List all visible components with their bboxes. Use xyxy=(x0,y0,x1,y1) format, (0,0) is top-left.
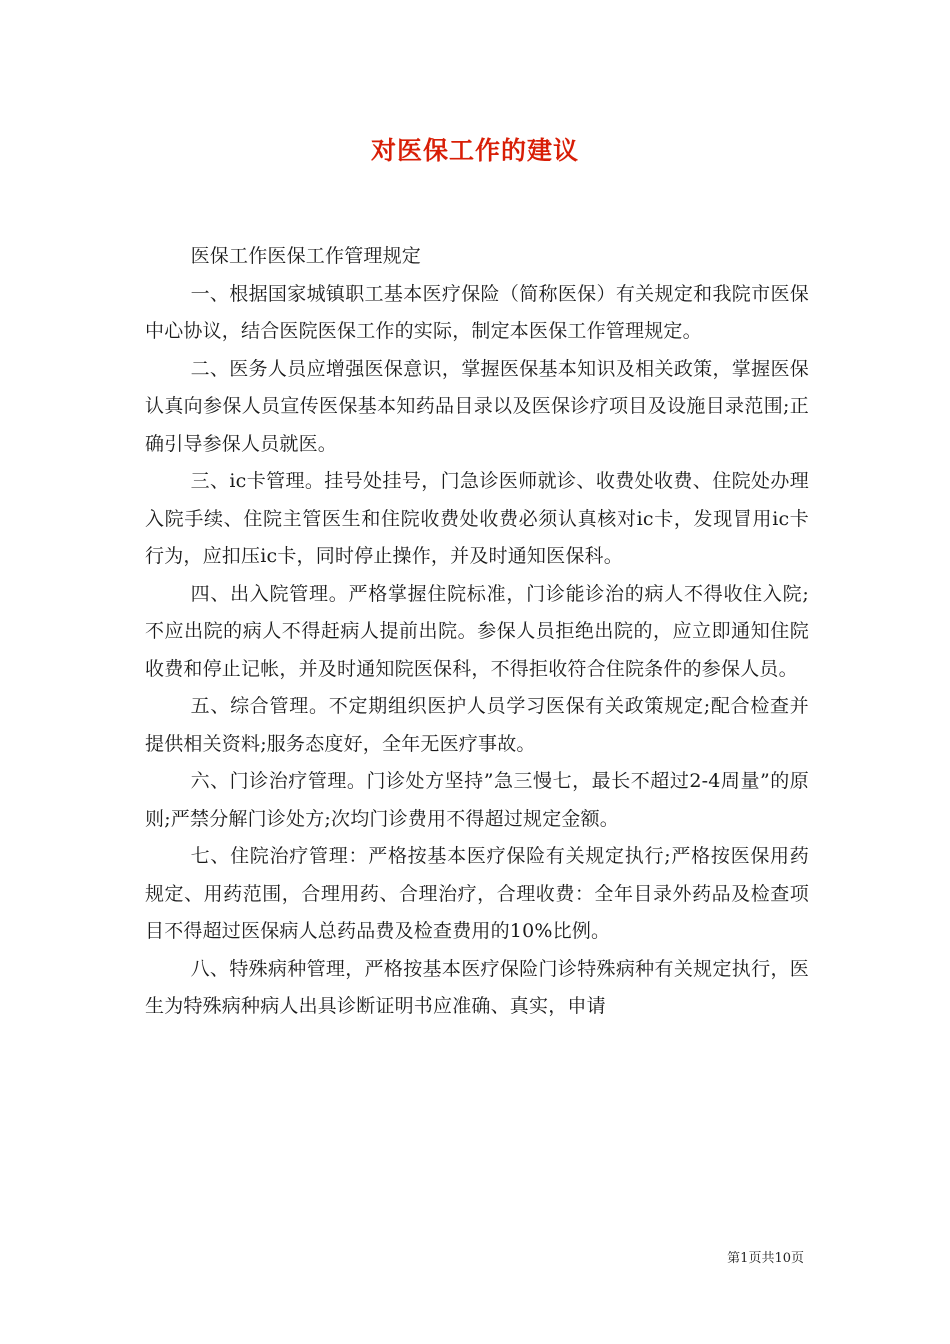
page-number-footer xyxy=(727,1247,804,1266)
paragraph-3: 三、ic卡管理。挂号处挂号，门急诊医师就诊、收费处收费、住院处办理入院手续、住院主管医生和住院收费处收费必须认真核对ic卡，发现冒用ic卡行为，应扣压ic卡，同时停止操作，并及时通知医保科。 xyxy=(145,470,809,567)
paragraph-subheading: 医保工作医保工作管理规定 xyxy=(190,245,421,267)
paragraph-6: 六、门诊治疗管理。门诊处方坚持”急三慢七，最长不超过2-4周量”的原则;严禁分解门诊处方;次均门诊费用不得超过规定金额。 xyxy=(145,770,809,830)
document-body xyxy=(145,238,809,1026)
paragraph-8: 八、特殊病种管理，严格按基本医疗保险门诊特殊病种有关规定执行，医生为特殊病种病人出具诊断证明书应准确、真实，申请 xyxy=(145,957,809,1017)
document-title: 对医保工作的建议 xyxy=(370,136,579,165)
paragraph-1: 一、根据国家城镇职工基本医疗保险（简称医保）有关规定和我院市医保中心协议，结合医院医保工作的实际，制定本医保工作管理规定。 xyxy=(145,282,809,342)
paragraph-7: 七、住院治疗管理：严格按基本医疗保险有关规定执行;严格按医保用药规定、用药范围，合理用药、合理治疗，合理收费：全年目录外药品及检查项目不得超过医保病人总药品费及检查费用的10%比例。 xyxy=(145,845,809,942)
paragraph-5: 五、综合管理。不定期组织医护人员学习医保有关政策规定;配合检查并提供相关资料;服务态度好，全年无医疗事故。 xyxy=(145,695,809,755)
page-number-text: 第1页共10页 xyxy=(727,1251,804,1266)
paragraph-4: 四、出入院管理。严格掌握住院标准，门诊能诊治的病人不得收住入院;不应出院的病人不得赶病人提前出院。参保人员拒绝出院的，应立即通知住院收费和停止记帐，并及时通知院医保科，不得拒收符合住院条件的参保人员。 xyxy=(145,582,809,680)
paragraph-2: 二、医务人员应增强医保意识，掌握医保基本知识及相关政策，掌握医保认真向参保人员宣传医保基本知药品目录以及医保诊疗项目及设施目录范围;正确引导参保人员就医。 xyxy=(145,357,809,455)
